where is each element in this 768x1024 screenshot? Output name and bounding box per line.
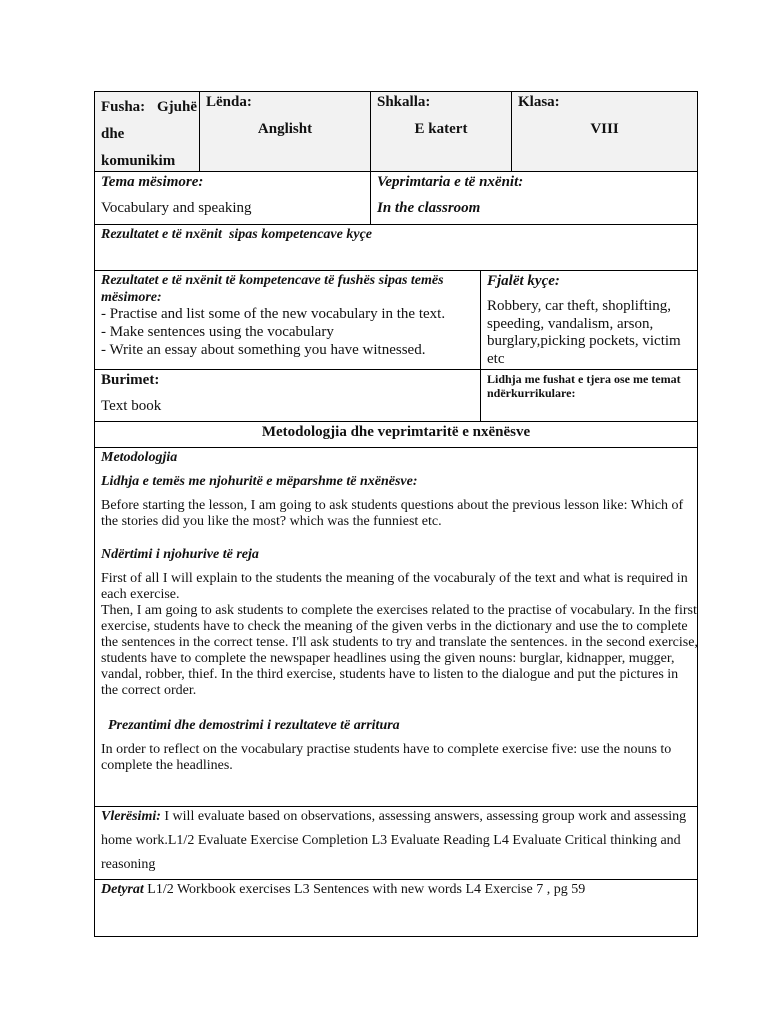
tema-cell xyxy=(95,172,370,224)
p2-line: Then, I am going to ask students to complete the exercises related to the practise of vocabulary. In the first xyxy=(101,603,697,618)
p2-line: vandal, robber, thief. In the third exercise, students have to listen to the dialogue and put the pictures in xyxy=(101,667,679,682)
p2-line: students have to complete the newspaper headlines using the given nouns: burglar, kidnapper, mugger, xyxy=(101,651,675,666)
fjalet-kyce-label: Fjalët kyçe: xyxy=(487,273,560,289)
burimet-label: Burimet: xyxy=(101,372,160,388)
burimet-value: Text book xyxy=(101,398,162,414)
metodologjia-sub3: Prezantimi dhe demostrimi i rezultateve të arritura xyxy=(108,718,400,733)
detyrat-label: Detyrat xyxy=(101,882,144,897)
rezultatet-fushes-label-1: Rezultatet e të nxënit të kompetencave të fushës sipas temës xyxy=(101,273,444,288)
fusha-value-2: dhe xyxy=(101,126,125,142)
metodologjia-title: Metodologjia dhe veprimtaritë e nxënësve xyxy=(261,424,531,440)
lenda-cell xyxy=(200,92,370,171)
vleresimi-line1 xyxy=(101,809,686,825)
fusha-value-1: Gjuhë xyxy=(156,99,197,115)
lidhja-cell xyxy=(481,370,697,421)
metodologjia-title-row xyxy=(94,421,698,447)
klasa-label: Klasa: xyxy=(518,94,560,110)
p2-line: each exercise. xyxy=(101,587,180,602)
veprimtaria-label: Veprimtaria e të nxënit: xyxy=(377,174,524,190)
metodologjia-sub1: Lidhja e temës me njohuritë e mëparshme të nxënësve: xyxy=(101,474,418,489)
shkalla-value: E katert xyxy=(414,121,468,137)
rezultatet-kyce-row xyxy=(94,224,698,270)
lenda-label: Lënda: xyxy=(206,94,252,110)
p3-line: In order to reflect on the vocabulary practise students have to complete exercise five: use the nouns to xyxy=(101,742,672,757)
veprimtaria-value: In the classroom xyxy=(377,200,481,216)
detyrat-line xyxy=(101,882,585,898)
p1-line: the stories did you like the most? which was the funniest etc. xyxy=(101,514,442,529)
p2-line: the correct order. xyxy=(101,683,197,698)
shkalla-label: Shkalla: xyxy=(377,94,431,110)
p2-line: the sentences in the correct tense. I'll ask students to try and translate the sentences. in the second exercise, xyxy=(101,635,698,650)
rezultatet-fushes-cell xyxy=(95,271,480,369)
fusha-label: Fusha: xyxy=(101,99,146,115)
p1-line: Before starting the lesson, I am going to ask students questions about the previous lesson like: Which of xyxy=(101,498,684,513)
tema-value: Vocabulary and speaking xyxy=(101,200,252,216)
burimet-row xyxy=(94,369,698,421)
vleresimi-text-3: reasoning xyxy=(101,857,156,872)
vleresimi-label: Vlerësimi: xyxy=(101,809,161,824)
rezultatet-item: - Practise and list some of the new vocabulary in the text. xyxy=(101,306,446,322)
fjalet-kyce-value-2: speeding, vandalism, arson, xyxy=(487,316,654,332)
tema-label: Tema mësimore: xyxy=(101,174,204,190)
tema-row xyxy=(94,171,698,224)
rezultatet-kyce-label: Rezultatet e të nxënit sipas kompetencave kyçe xyxy=(101,227,373,242)
metodologjia-body-row xyxy=(94,447,698,806)
vleresimi-text-2: home work.L1/2 Evaluate Exercise Completion L3 Evaluate Reading L4 Evaluate Critical thinking and xyxy=(101,833,681,848)
rezultatet-item: - Write an essay about something you have witnessed. xyxy=(101,342,426,358)
rezultatet-fushes-label-2: mësimore: xyxy=(101,290,162,305)
vleresimi-row xyxy=(94,806,698,879)
rezultatet-fushes-row xyxy=(94,270,698,369)
veprimtaria-cell xyxy=(371,172,697,224)
lidhja-label-2: ndërkurrikulare: xyxy=(487,386,576,400)
detyrat-row xyxy=(94,879,698,937)
p3-line: complete the headlines. xyxy=(101,758,233,773)
detyrat-value: L1/2 Workbook exercises L3 Sentences with new words L4 Exercise 7 , pg 59 xyxy=(143,882,586,897)
shkalla-cell xyxy=(371,92,511,171)
header-row xyxy=(94,91,698,171)
fjalet-kyce-cell xyxy=(481,271,697,369)
klasa-value: VIII xyxy=(590,121,619,137)
lenda-value: Anglisht xyxy=(257,121,313,137)
burimet-cell xyxy=(95,370,480,421)
lidhja-label-1: Lidhja me fushat e tjera ose me temat xyxy=(487,372,681,386)
metodologjia-sub2: Ndërtimi i njohurive të reja xyxy=(101,547,259,562)
fusha-value-3: komunikim xyxy=(101,153,176,169)
rezultatet-item: - Make sentences using the vocabulary xyxy=(101,324,334,340)
p2-line: First of all I will explain to the students the meaning of the vocaburaly of the text and what is required in xyxy=(101,571,688,586)
lesson-plan-table xyxy=(94,91,698,937)
fjalet-kyce-value-3: burglary,picking pockets, victim xyxy=(487,333,681,349)
metodologjia-heading: Metodologjia xyxy=(101,450,178,465)
klasa-cell xyxy=(512,92,697,171)
p2-line: exercise, students have to check the meaning of the given verbs in the dictionary and use the to complete xyxy=(101,619,688,634)
fjalet-kyce-value-1: Robbery, car theft, shoplifting, xyxy=(487,298,671,314)
vleresimi-text-1: I will evaluate based on observations, assessing answers, assessing group work and assessing xyxy=(160,809,687,824)
fusha-cell xyxy=(95,92,199,171)
fjalet-kyce-value-4: etc xyxy=(487,351,505,367)
